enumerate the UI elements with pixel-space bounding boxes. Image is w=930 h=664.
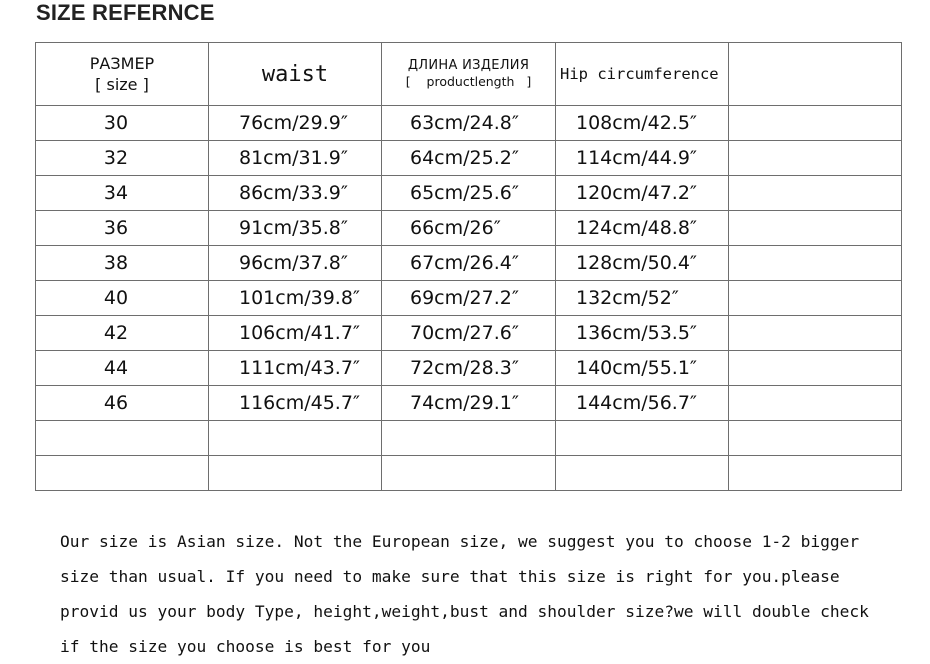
cell-size: 32 — [36, 141, 209, 176]
cell-extra — [729, 386, 902, 421]
cell-extra — [729, 456, 902, 491]
cell-size: 42 — [36, 316, 209, 351]
note-line: if the size you choose is best for you — [60, 637, 431, 656]
size-note — [60, 524, 910, 664]
cell-waist: 81cm/31.9″ — [209, 141, 382, 176]
table-row — [36, 351, 902, 386]
cell-extra — [729, 176, 902, 211]
cell-size: 38 — [36, 246, 209, 281]
header-waist: waist — [209, 43, 382, 106]
cell-hip: 124cm/48.8″ — [556, 211, 729, 246]
cell-waist: 96cm/37.8″ — [209, 246, 382, 281]
page-title: SIZE REFERNCE — [36, 0, 215, 25]
cell-hip — [556, 421, 729, 456]
header-product-length — [382, 43, 556, 106]
cell-length: 63cm/24.8″ — [382, 106, 556, 141]
cell-size: 40 — [36, 281, 209, 316]
cell-length: 66cm/26″ — [382, 211, 556, 246]
cell-hip: 144cm/56.7″ — [556, 386, 729, 421]
cell-size — [36, 421, 209, 456]
cell-waist: 101cm/39.8″ — [209, 281, 382, 316]
table-body — [36, 106, 902, 491]
cell-extra — [729, 106, 902, 141]
cell-extra — [729, 316, 902, 351]
cell-waist: 106cm/41.7″ — [209, 316, 382, 351]
table-row — [36, 106, 902, 141]
cell-hip: 132cm/52″ — [556, 281, 729, 316]
cell-length: 69cm/27.2″ — [382, 281, 556, 316]
cell-extra — [729, 421, 902, 456]
cell-waist: 91cm/35.8″ — [209, 211, 382, 246]
table-row — [36, 211, 902, 246]
note-line: size than usual. If you need to make sure that this size is right for you.please — [60, 567, 840, 586]
table-row — [36, 281, 902, 316]
cell-hip: 140cm/55.1″ — [556, 351, 729, 386]
cell-length — [382, 456, 556, 491]
header-size — [36, 43, 209, 106]
size-chart-table — [35, 42, 902, 491]
table-header-row — [36, 43, 902, 106]
cell-hip: 108cm/42.5″ — [556, 106, 729, 141]
table-row — [36, 176, 902, 211]
cell-waist — [209, 421, 382, 456]
table-row — [36, 316, 902, 351]
cell-length: 70cm/27.6″ — [382, 316, 556, 351]
cell-size: 30 — [36, 106, 209, 141]
table-row — [36, 456, 902, 491]
cell-hip: 128cm/50.4″ — [556, 246, 729, 281]
cell-size: 36 — [36, 211, 209, 246]
cell-waist: 86cm/33.9″ — [209, 176, 382, 211]
note-line: provid us your body Type, height,weight,bust and shoulder size?we will double check — [60, 602, 869, 621]
cell-size — [36, 456, 209, 491]
cell-waist: 76cm/29.9″ — [209, 106, 382, 141]
cell-size: 44 — [36, 351, 209, 386]
cell-length: 72cm/28.3″ — [382, 351, 556, 386]
header-extra-empty — [729, 43, 902, 106]
table-row — [36, 246, 902, 281]
cell-length: 67cm/26.4″ — [382, 246, 556, 281]
cell-extra — [729, 141, 902, 176]
cell-length: 74cm/29.1″ — [382, 386, 556, 421]
header-size-russian: РАЗМЕР — [89, 54, 155, 73]
cell-length — [382, 421, 556, 456]
header-length-russian: ДЛИНА ИЗДЕЛИЯ — [407, 58, 530, 73]
cell-waist: 116cm/45.7″ — [209, 386, 382, 421]
cell-extra — [729, 211, 902, 246]
cell-extra — [729, 281, 902, 316]
cell-extra — [729, 246, 902, 281]
cell-hip — [556, 456, 729, 491]
cell-size: 46 — [36, 386, 209, 421]
cell-waist — [209, 456, 382, 491]
cell-length: 65cm/25.6″ — [382, 176, 556, 211]
cell-hip: 136cm/53.5″ — [556, 316, 729, 351]
header-hip-circumference: Hip circumference — [556, 43, 729, 106]
cell-hip: 114cm/44.9″ — [556, 141, 729, 176]
cell-waist: 111cm/43.7″ — [209, 351, 382, 386]
header-size-english: [ size ] — [95, 75, 149, 94]
table-row — [36, 421, 902, 456]
header-length-english: [ productlength ] — [405, 74, 532, 89]
cell-hip: 120cm/47.2″ — [556, 176, 729, 211]
table-row — [36, 386, 902, 421]
cell-length: 64cm/25.2″ — [382, 141, 556, 176]
table-row — [36, 141, 902, 176]
cell-size: 34 — [36, 176, 209, 211]
note-line: Our size is Asian size. Not the European size, we suggest you to choose 1-2 bigger — [60, 532, 860, 551]
cell-extra — [729, 351, 902, 386]
